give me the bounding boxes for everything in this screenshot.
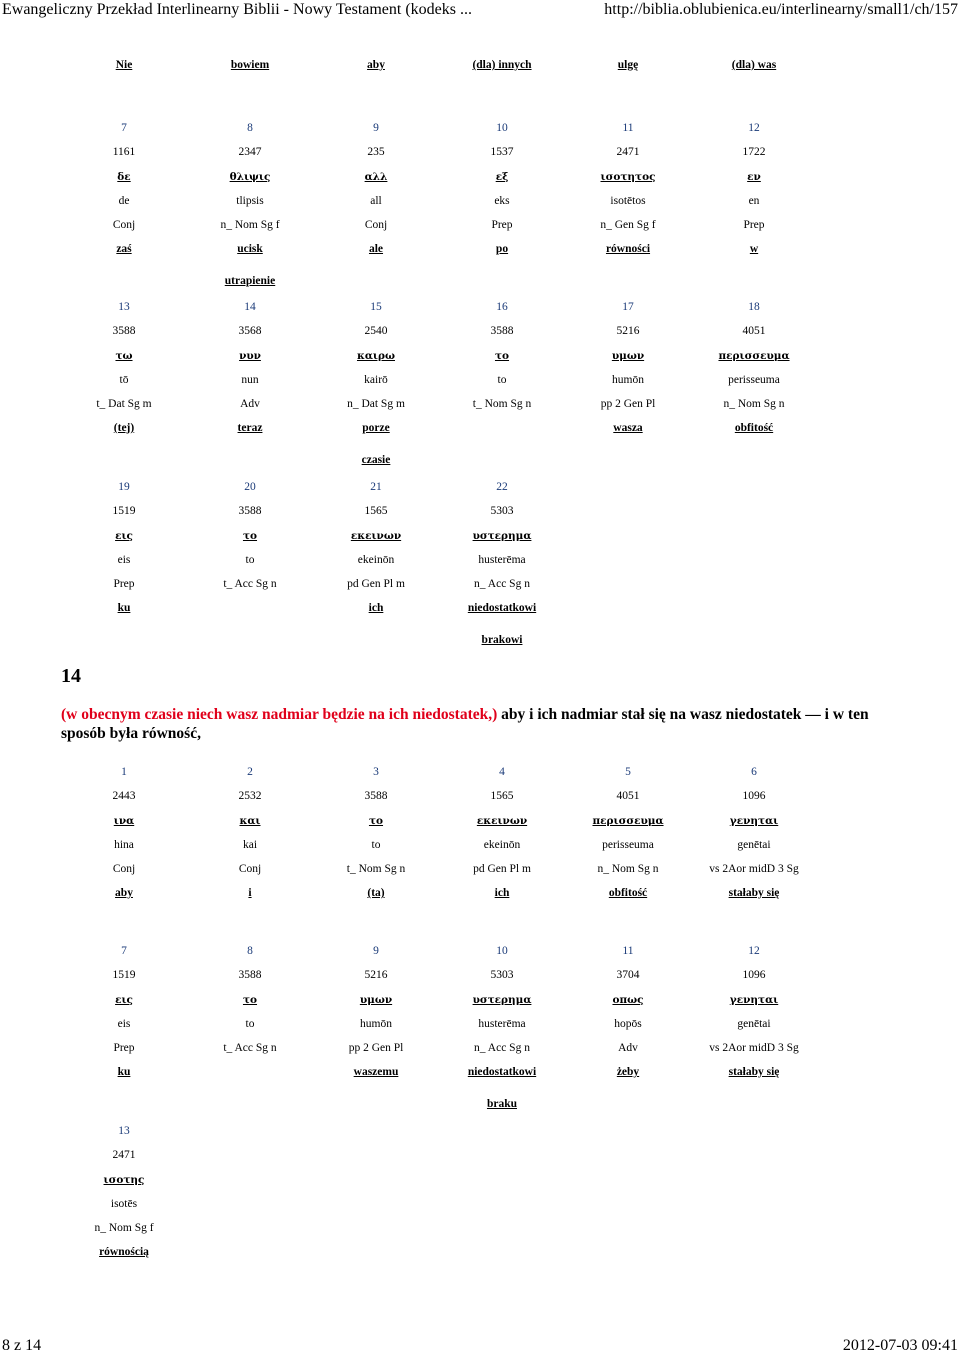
word-number: 9 (373, 122, 379, 134)
transliteration: isotēs (110, 1198, 138, 1210)
greek-word-link[interactable]: το (368, 815, 384, 827)
grammar-code: n_ Dat Sg m (347, 398, 405, 410)
word-number: 12 (748, 945, 760, 957)
polish-word-link[interactable]: ale (368, 243, 384, 255)
greek-word-link[interactable]: οπως (612, 994, 644, 1006)
interlinear-row-translit (61, 370, 817, 390)
polish-word-link[interactable]: niedostatkowi (467, 602, 537, 614)
strong-number: 2347 (238, 146, 262, 158)
word-link[interactable]: aby (367, 59, 385, 71)
strong-number: 3588 (112, 325, 136, 337)
interlinear-row-grammar (61, 574, 817, 594)
grammar-code: n_ Nom Sg n (723, 398, 785, 410)
greek-word-link[interactable]: δε (117, 171, 131, 183)
strong-number: 2471 (112, 1149, 136, 1161)
alt-translation-link[interactable]: czasie (361, 454, 391, 466)
greek-word-link[interactable]: νυν (239, 350, 261, 362)
interlinear-row-grammar (61, 394, 817, 414)
greek-word-link[interactable]: θλιψις (229, 171, 271, 183)
word-number: 13 (118, 301, 130, 313)
transliteration: en (748, 195, 760, 207)
word-number: 10 (496, 122, 508, 134)
grammar-code: t_ Dat Sg m (96, 398, 152, 410)
word-number: 13 (118, 1125, 130, 1137)
interlinear-row-greek (61, 990, 817, 1010)
verse-number: 14 (61, 665, 81, 687)
grammar-code: Prep (743, 219, 765, 231)
greek-word-link[interactable]: αλλ (364, 171, 388, 183)
polish-word-link[interactable]: (tej) (113, 422, 135, 434)
grammar-code: Conj (112, 863, 136, 875)
interlinear-row-num (61, 1121, 817, 1141)
transliteration: to (245, 1018, 255, 1030)
strong-number: 1161 (112, 146, 136, 158)
greek-word-link[interactable]: τω (115, 350, 133, 362)
transliteration: hopōs (614, 1018, 642, 1030)
polish-word-link[interactable]: obfitość (608, 887, 648, 899)
word-number: 8 (247, 945, 253, 957)
word-number: 2 (247, 766, 253, 778)
word-number: 16 (496, 301, 508, 313)
strong-number: 5303 (490, 505, 514, 517)
grammar-code: t_ Nom Sg n (346, 863, 406, 875)
transliteration: all (370, 195, 382, 207)
polish-word-link[interactable]: niedostatkowi (467, 1066, 537, 1078)
transliteration: humōn (360, 1018, 392, 1030)
word-number: 7 (121, 122, 127, 134)
interlinear-row-greek (61, 526, 817, 546)
transliteration: humōn (612, 374, 644, 386)
greek-word-link[interactable]: γενηται (729, 994, 779, 1006)
interlinear-row-polish (61, 598, 817, 618)
word-number: 12 (748, 122, 760, 134)
transliteration: perisseuma (602, 839, 654, 851)
word-link[interactable]: bowiem (230, 59, 270, 71)
strong-number: 5216 (616, 325, 640, 337)
interlinear-row-polish (61, 883, 817, 903)
word-link[interactable]: (dla) innych (472, 59, 532, 71)
greek-word-link[interactable]: το (242, 994, 258, 1006)
verse-text-black: aby i ich nadmiar stał się na wasz niedostatek — i w ten sposób była równość, (61, 706, 869, 742)
grammar-code: vs 2Aor midD 3 Sg (709, 863, 799, 875)
transliteration: kairō (364, 374, 388, 386)
strong-number: 3704 (616, 969, 640, 981)
interlinear-row-greek (61, 811, 817, 831)
grammar-code: Prep (113, 578, 135, 590)
strong-number: 1722 (742, 146, 766, 158)
interlinear-row-greek (61, 346, 817, 366)
interlinear-row-strong (61, 501, 817, 521)
polish-word-link[interactable]: i (248, 887, 252, 899)
greek-word-link[interactable]: εν (747, 171, 761, 183)
strong-number: 1565 (364, 505, 388, 517)
greek-word-link[interactable]: ινα (113, 815, 135, 827)
word-number: 4 (499, 766, 505, 778)
word-number: 8 (247, 122, 253, 134)
strong-number: 5216 (364, 969, 388, 981)
transliteration: husterēma (478, 554, 526, 566)
interlinear-row-grammar (61, 215, 817, 235)
transliteration: isotētos (610, 195, 646, 207)
greek-word-link[interactable]: εκεινων (350, 530, 402, 542)
transliteration: tō (119, 374, 129, 386)
transliteration: husterēma (478, 1018, 526, 1030)
grammar-code: pp 2 Gen Pl (600, 398, 656, 410)
greek-word-link[interactable]: υμων (611, 350, 645, 362)
word-number: 3 (373, 766, 379, 778)
word-number: 5 (625, 766, 631, 778)
grammar-code: Conj (112, 219, 136, 231)
interlinear-row-alt (61, 630, 817, 650)
word-number: 1 (121, 766, 127, 778)
word-number: 14 (244, 301, 256, 313)
strong-number: 2540 (364, 325, 388, 337)
greek-word-link[interactable]: εις (115, 994, 133, 1006)
polish-word-link[interactable]: waszemu (353, 1066, 399, 1078)
print-datetime: 2012-07-03 09:41 (842, 1337, 958, 1354)
greek-word-link[interactable]: και (239, 815, 261, 827)
word-number: 11 (622, 945, 634, 957)
strong-number: 2532 (238, 790, 262, 802)
word-number: 18 (748, 301, 760, 313)
polish-word-link[interactable]: ucisk (237, 243, 263, 255)
interlinear-row-alt (61, 450, 817, 470)
grammar-code: t_ Acc Sg n (223, 578, 277, 590)
document-title: Ewangeliczny Przekład Interlinearny Biblii - Nowy Testament (kodeks ... (2, 1, 473, 18)
transliteration: to (371, 839, 381, 851)
transliteration: to (497, 374, 507, 386)
polish-word-link[interactable]: ku (117, 602, 131, 614)
word-link[interactable]: (dla) was (731, 59, 777, 71)
interlinear-row-alt (61, 1274, 817, 1294)
interlinear-row-greek (61, 1170, 817, 1190)
grammar-code: Conj (364, 219, 388, 231)
transliteration: eks (494, 195, 510, 207)
transliteration: eis (117, 1018, 131, 1030)
verse-text-red: (w obecnym czasie niech wasz nadmiar będzie na ich niedostatek,) (61, 706, 498, 723)
greek-word-link[interactable]: καιρω (356, 350, 395, 362)
strong-number: 3568 (238, 325, 262, 337)
polish-word-link[interactable]: ich (368, 602, 384, 614)
page-url[interactable]: http://biblia.oblubienica.eu/interlinearny/small1/ch/157 (604, 1, 958, 18)
polish-word-link[interactable]: stałaby się (728, 887, 780, 899)
interlinear-row-alt (61, 271, 817, 291)
word-number: 7 (121, 945, 127, 957)
greek-word-link[interactable]: υστερημα (472, 530, 532, 542)
transliteration: perisseuma (728, 374, 780, 386)
strong-number: 1519 (112, 505, 136, 517)
polish-word-link[interactable]: (ta) (367, 887, 385, 899)
transliteration: kai (242, 839, 258, 851)
alt-translation-link[interactable]: brakowi (481, 634, 523, 646)
grammar-code: Adv (240, 398, 260, 410)
interlinear-row-grammar (61, 1038, 817, 1058)
grammar-code: pp 2 Gen Pl (348, 1042, 404, 1054)
transliteration: genētai (737, 839, 771, 851)
polish-word-link[interactable]: ku (117, 1066, 131, 1078)
interlinear-row-translit (61, 550, 817, 570)
interlinear-row-grammar (61, 1218, 817, 1238)
interlinear-row-polish (61, 1242, 817, 1262)
interlinear-row-polish (61, 418, 817, 438)
polish-word-link[interactable]: teraz (237, 422, 263, 434)
strong-number: 1096 (742, 969, 766, 981)
word-number: 21 (370, 481, 382, 493)
greek-word-link[interactable]: γενηται (729, 815, 779, 827)
interlinear-row-polish (61, 1062, 817, 1082)
polish-word-link[interactable]: wasza (613, 422, 643, 434)
polish-word-link[interactable]: równością (99, 1246, 149, 1258)
greek-word-link[interactable]: υστερημα (472, 994, 532, 1006)
word-number: 10 (496, 945, 508, 957)
interlinear-row-alt (61, 915, 817, 935)
grammar-code: Prep (491, 219, 513, 231)
grammar-code: Prep (113, 1042, 135, 1054)
grammar-code: n_ Gen Sg f (600, 219, 656, 231)
polish-word-link[interactable]: porze (362, 422, 390, 434)
interlinear-row-num (61, 941, 817, 961)
strong-number: 3588 (490, 325, 514, 337)
grammar-code: pd Gen Pl m (473, 863, 531, 875)
grammar-code: n_ Nom Sg f (220, 219, 280, 231)
word-number: 15 (370, 301, 382, 313)
grammar-code: n_ Nom Sg f (94, 1222, 154, 1234)
strong-number: 1565 (490, 790, 514, 802)
word-number: 17 (622, 301, 634, 313)
strong-number: 5303 (490, 969, 514, 981)
grammar-code: pd Gen Pl m (347, 578, 405, 590)
strong-number: 1537 (490, 146, 514, 158)
interlinear-row-translit (61, 1014, 817, 1034)
page-counter: 8 z 14 (2, 1337, 42, 1354)
word-number: 19 (118, 481, 130, 493)
grammar-code: t_ Acc Sg n (223, 1042, 277, 1054)
greek-word-link[interactable]: εις (115, 530, 133, 542)
strong-number: 1519 (112, 969, 136, 981)
interlinear-row-strong (61, 1145, 817, 1165)
greek-word-link[interactable]: ισοτης (103, 1174, 145, 1186)
transliteration: eis (117, 554, 131, 566)
greek-word-link[interactable]: περισσευμα (718, 350, 790, 362)
word-link[interactable]: Nie (115, 59, 133, 71)
transliteration: hina (114, 839, 134, 851)
interlinear-row-num (61, 118, 817, 138)
transliteration: nun (241, 374, 259, 386)
greek-word-link[interactable]: εκεινων (476, 815, 528, 827)
polish-word-link[interactable]: żeby (616, 1066, 640, 1078)
transliteration: ekeinōn (483, 839, 521, 851)
interlinear-row-num (61, 477, 817, 497)
strong-number: 4051 (616, 790, 640, 802)
word-number: 11 (622, 122, 634, 134)
strong-number: 3588 (238, 505, 262, 517)
grammar-code: t_ Nom Sg n (472, 398, 532, 410)
word-number: 22 (496, 481, 508, 493)
interlinear-row-num (61, 762, 817, 782)
grammar-code: n_ Acc Sg n (474, 1042, 530, 1054)
polish-word-link[interactable]: obfitość (734, 422, 774, 434)
strong-number: 3588 (238, 969, 262, 981)
interlinear-row-strong (61, 142, 817, 162)
interlinear-row-greek (61, 167, 817, 187)
grammar-code: Adv (618, 1042, 638, 1054)
transliteration: tlipsis (236, 195, 264, 207)
interlinear-row-translit (61, 1194, 817, 1214)
top-word-row (61, 55, 817, 75)
alt-translation-link[interactable]: braku (486, 1098, 518, 1110)
strong-number: 3588 (364, 790, 388, 802)
alt-translation-link[interactable]: utrapienie (224, 275, 276, 287)
interlinear-row-num (61, 297, 817, 317)
transliteration: de (118, 195, 130, 207)
greek-word-link[interactable]: εξ (495, 171, 509, 183)
grammar-code: n_ Acc Sg n (474, 578, 530, 590)
polish-word-link[interactable]: równości (605, 243, 651, 255)
interlinear-row-translit (61, 835, 817, 855)
greek-word-link[interactable]: υμων (359, 994, 393, 1006)
word-number: 9 (373, 945, 379, 957)
transliteration: to (245, 554, 255, 566)
strong-number: 2471 (616, 146, 640, 158)
interlinear-row-polish (61, 239, 817, 259)
interlinear-row-translit (61, 191, 817, 211)
strong-number: 235 (367, 146, 385, 158)
transliteration: genētai (737, 1018, 771, 1030)
greek-word-link[interactable]: περισσευμα (592, 815, 664, 827)
polish-word-link[interactable]: po (495, 243, 509, 255)
word-link[interactable]: ulgę (617, 59, 639, 71)
greek-word-link[interactable]: το (242, 530, 258, 542)
strong-number: 2443 (112, 790, 136, 802)
word-number: 20 (244, 481, 256, 493)
interlinear-row-strong (61, 786, 817, 806)
polish-word-link[interactable]: w (749, 243, 759, 255)
verse-text (61, 705, 911, 743)
transliteration: ekeinōn (357, 554, 395, 566)
strong-number: 4051 (742, 325, 766, 337)
grammar-code: n_ Nom Sg n (597, 863, 659, 875)
interlinear-row-strong (61, 965, 817, 985)
word-number: 6 (751, 766, 757, 778)
grammar-code: vs 2Aor midD 3 Sg (709, 1042, 799, 1054)
greek-word-link[interactable]: ισοτητος (600, 171, 656, 183)
interlinear-row-grammar (61, 859, 817, 879)
grammar-code: Conj (238, 863, 262, 875)
polish-word-link[interactable]: stałaby się (728, 1066, 780, 1078)
interlinear-row-strong (61, 321, 817, 341)
polish-word-link[interactable]: aby (115, 887, 133, 899)
strong-number: 1096 (742, 790, 766, 802)
greek-word-link[interactable]: το (494, 350, 510, 362)
polish-word-link[interactable]: zaś (116, 243, 132, 255)
interlinear-row-alt (61, 1094, 817, 1114)
polish-word-link[interactable]: ich (494, 887, 510, 899)
